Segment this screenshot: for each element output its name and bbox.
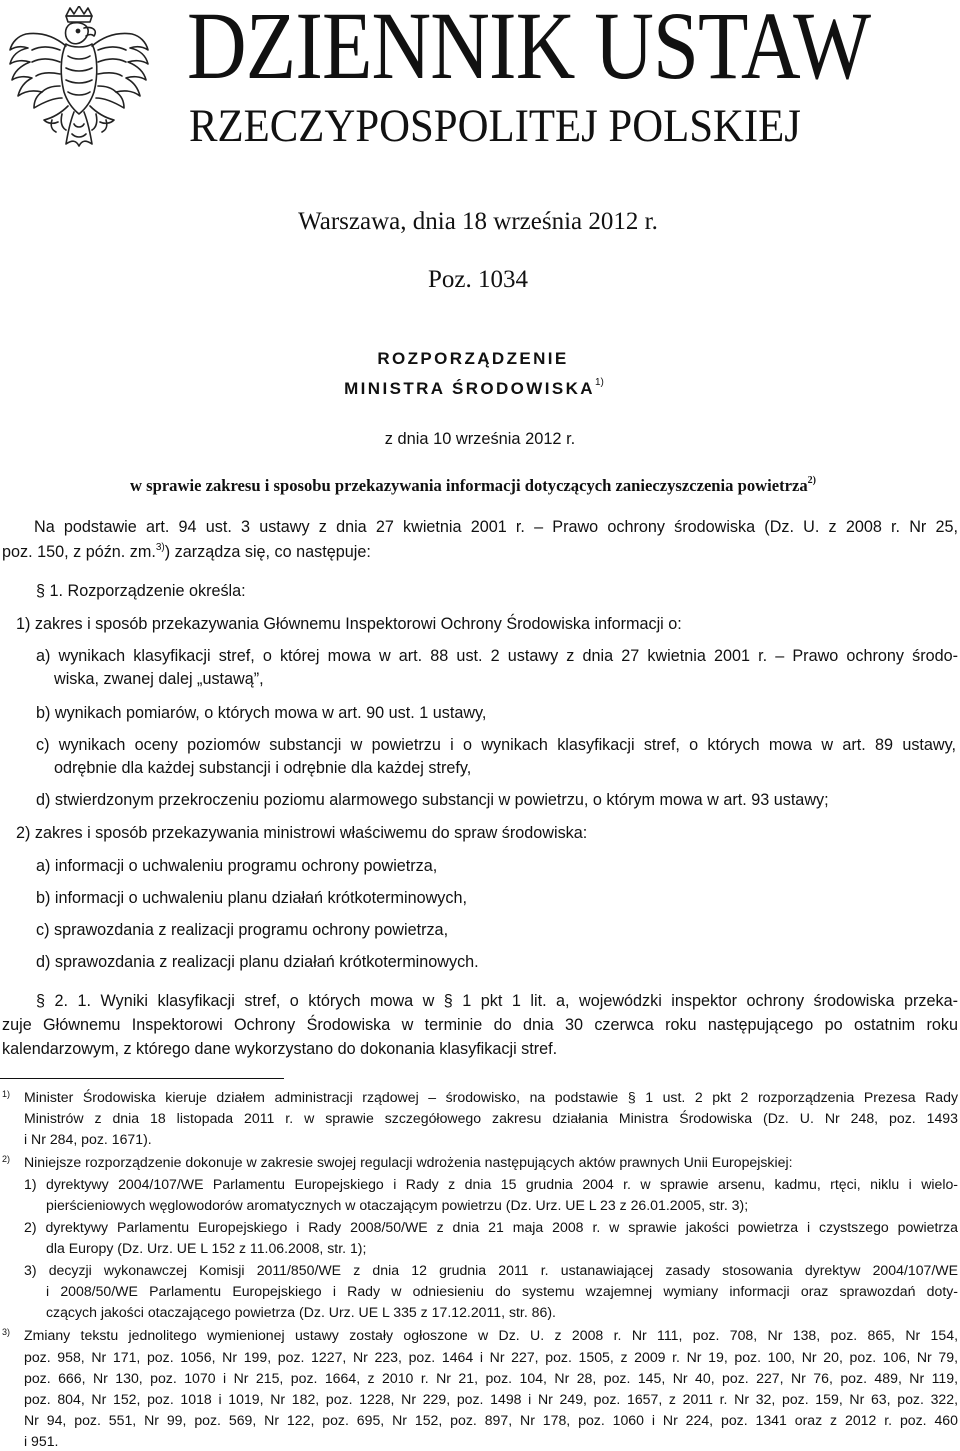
point-2c: c) sprawozdania z realizacji programu ochrony powietrza, (36, 921, 449, 939)
point-1c-line-2: odrębnie dla każdej substancji i odrębnie dla każdej strefy, (54, 759, 472, 777)
footnote-2-item-2-line-2: dla Europy (Dz. Urz. UE L 152 z 11.06.2008, str. 1); (46, 1240, 367, 1256)
position-number: Poz. 1034 (428, 266, 528, 293)
publication-title: DZIENNIK USTAW (187, 0, 871, 99)
section-2-line-2: zuje Głównemu Inspektorowi Ochrony Środowiska w terminie do dnia 30 czerwca roku następującego po ostatnim roku (2, 1016, 958, 1034)
footnote-ref-3[interactable]: 3) (155, 541, 165, 553)
point-1a-line-1: a) wynikach klasyfikacji stref, o której mowa w art. 88 ust. 2 ustawy z dnia 27 kwietnia 2001 r. – Prawo ochrony środo- (36, 647, 958, 665)
footnote-2-item-1-line-1: 1) dyrektywy 2004/107/WE Parlamentu Europejskiego i Rady z dnia 15 grudnia 2004 r. w sprawie arsenu, kadmu, rtęci, niklu i wielo- (24, 1176, 958, 1192)
act-issuer: MINISTRA ŚRODOWISKA$^{1)}$ (344, 377, 604, 398)
footnote-2-intro: 2) Niniejsze rozporządzenie dokonuje w zakresie swojej regulacji wdrożenia następujących aktów prawnych Unii Europejskiej: (24, 1152, 793, 1172)
publication-date: Warszawa, dnia 18 września 2012 r. (298, 208, 658, 235)
footnote-3-line-5: Nr 94, poz. 551, Nr 99, poz. 569, Nr 122, poz. 695, Nr 152, poz. 897, Nr 178, poz. 1060 i Nr 224, poz. 1341 oraz z 2012 r. poz. 460 (24, 1412, 958, 1428)
act-date: z dnia 10 września 2012 r. (384, 430, 576, 448)
point-1d: d) stwierdzonym przekroczeniu poziomu alarmowego substancji w powietrzu, o którym mowa w art. 93 ustawy; (36, 791, 829, 809)
point-2: 2) zakres i sposób przekazywania ministrowi właściwemu do spraw środowiska: (16, 824, 588, 842)
point-2a: a) informacji o uchwaleniu programu ochrony powietrza, (36, 857, 438, 875)
section-1-intro: § 1. Rozporządzenie określa: (36, 582, 246, 600)
footnote-ref-2[interactable]: 2) (807, 475, 816, 487)
footnote-1-marker: 1) (2, 1089, 11, 1099)
footnote-1-line-1: 1) Minister Środowiska kieruje działem administracji rządowej – środowisko, na podstawie § 1 ust. 2 pkt 2 rozporządzenia Prezesa Rady (24, 1087, 958, 1107)
act-subject: w sprawie zakresu i sposobu przekazywania informacji dotyczących zanieczyszczenia powietrza$^{2)}$ (130, 475, 816, 495)
footnote-3-line-3: poz. 666, Nr 130, poz. 1070 i Nr 215, poz. 1664, z 2010 r. Nr 21, poz. 104, Nr 28, poz. 145, Nr 40, poz. 227, Nr 76, poz. 489, Nr 119, (24, 1370, 958, 1386)
section-2-line-3: kalendarzowym, z którego dane wykorzystano do dokonania klasyfikacji stref. (2, 1040, 558, 1058)
act-type: ROZPORZĄDZENIE (377, 349, 569, 368)
footnote-3-marker: 3) (2, 1327, 11, 1337)
point-2b: b) informacji o uchwaleniu planu działań krótkoterminowych, (36, 889, 467, 907)
footnote-3-line-4: poz. 804, Nr 152, poz. 1018 i 1019, Nr 182, poz. 1228, Nr 229, poz. 1498 i Nr 249, poz. 1657, z 2011 r. Nr 32, poz. 159, Nr 63, poz. 322, (24, 1391, 958, 1407)
footnote-2-item-3-line-3: czących jakości otaczającego powietrza (Dz. Urz. UE L 335 z 17.12.2011, str. 86). (46, 1304, 556, 1320)
footnote-2-item-1-line-2: pierścieniowych węglowodorów aromatycznych w otaczającym powietrzu (Dz. Urz. UE L 23 z 26.01.2005, str. 3); (46, 1197, 749, 1213)
footnote-divider (0, 1078, 284, 1079)
footnote-3-line-2: poz. 958, Nr 171, poz. 1056, Nr 199, poz. 1227, Nr 223, poz. 1464 i Nr 227, poz. 1505, z 2009 r. Nr 19, poz. 100, Nr 20, poz. 106, Nr 79, (24, 1349, 958, 1365)
polish-eagle-emblem-icon (4, 6, 154, 154)
footnote-1-line-3: i Nr 284, poz. 1671). (24, 1131, 152, 1147)
footnote-3-line-6: i 951. (24, 1433, 59, 1449)
masthead (0, 0, 960, 160)
footnote-2-item-2-line-1: 2) dyrektywy Parlamentu Europejskiego i Rady 2008/50/WE z dnia 21 maja 2008 r. w sprawie jakości powietrza i czystszego powietrza (24, 1219, 958, 1235)
preamble-line-1: Na podstawie art. 94 ust. 3 ustawy z dnia 27 kwietnia 2001 r. – Prawo ochrony środowiska (Dz. U. z 2008 r. Nr 25, (34, 518, 958, 536)
footnote-1-line-2: Ministrów z dnia 18 listopada 2011 r. w sprawie szczegółowego zakresu działania Ministra Środowiska (Dz. U. Nr 248, poz. 1493 (24, 1110, 958, 1126)
point-1: 1) zakres i sposób przekazywania Głównemu Inspektorowi Ochrony Środowiska informacji o: (16, 615, 682, 633)
publication-subtitle: RZECZYPOSPOLITEJ POLSKIEJ (189, 100, 801, 152)
preamble-line-2: poz. 150, z późn. zm.$^{3)}$) zarządza się, co następuje: (2, 541, 371, 561)
section-2-line-1: § 2. 1. Wyniki klasyfikacji stref, o których mowa w § 1 pkt 1 lit. a, wojewódzki inspektor ochrony środowiska przeka- (36, 992, 958, 1010)
point-1c-line-1: c) wynikach oceny poziomów substancji w powietrzu i o wynikach klasyfikacji stref, o których mowa w art. 89 ustawy, (36, 736, 956, 754)
point-1b: b) wynikach pomiarów, o których mowa w art. 90 ust. 1 ustawy, (36, 704, 487, 722)
footnote-2-item-3-line-2: i 2008/50/WE Parlamentu Europejskiego i Rady w odniesieniu do systemu wzajemnej wymiany informacji oraz sprawozdań doty- (46, 1283, 958, 1299)
footnote-ref-1[interactable]: 1) (594, 377, 604, 389)
point-1a-line-2: wiska, zwanej dalej „ustawą”, (54, 670, 264, 688)
footnote-3-line-1: 3) Zmiany tekstu jednolitego wymienionej ustawy zostały ogłoszone w Dz. U. z 2008 r. Nr 111, poz. 708, Nr 138, poz. 865, Nr 154, (24, 1325, 958, 1345)
point-2d: d) sprawozdania z realizacji planu działań krótkoterminowych. (36, 953, 479, 971)
footnote-2-marker: 2) (2, 1154, 11, 1164)
footnote-2-item-3-line-1: 3) decyzji wykonawczej Komisji 2011/850/WE z dnia 12 grudnia 2011 r. ustanawiającej zasady stosowania dyrektyw 2004/107/WE (24, 1262, 958, 1278)
